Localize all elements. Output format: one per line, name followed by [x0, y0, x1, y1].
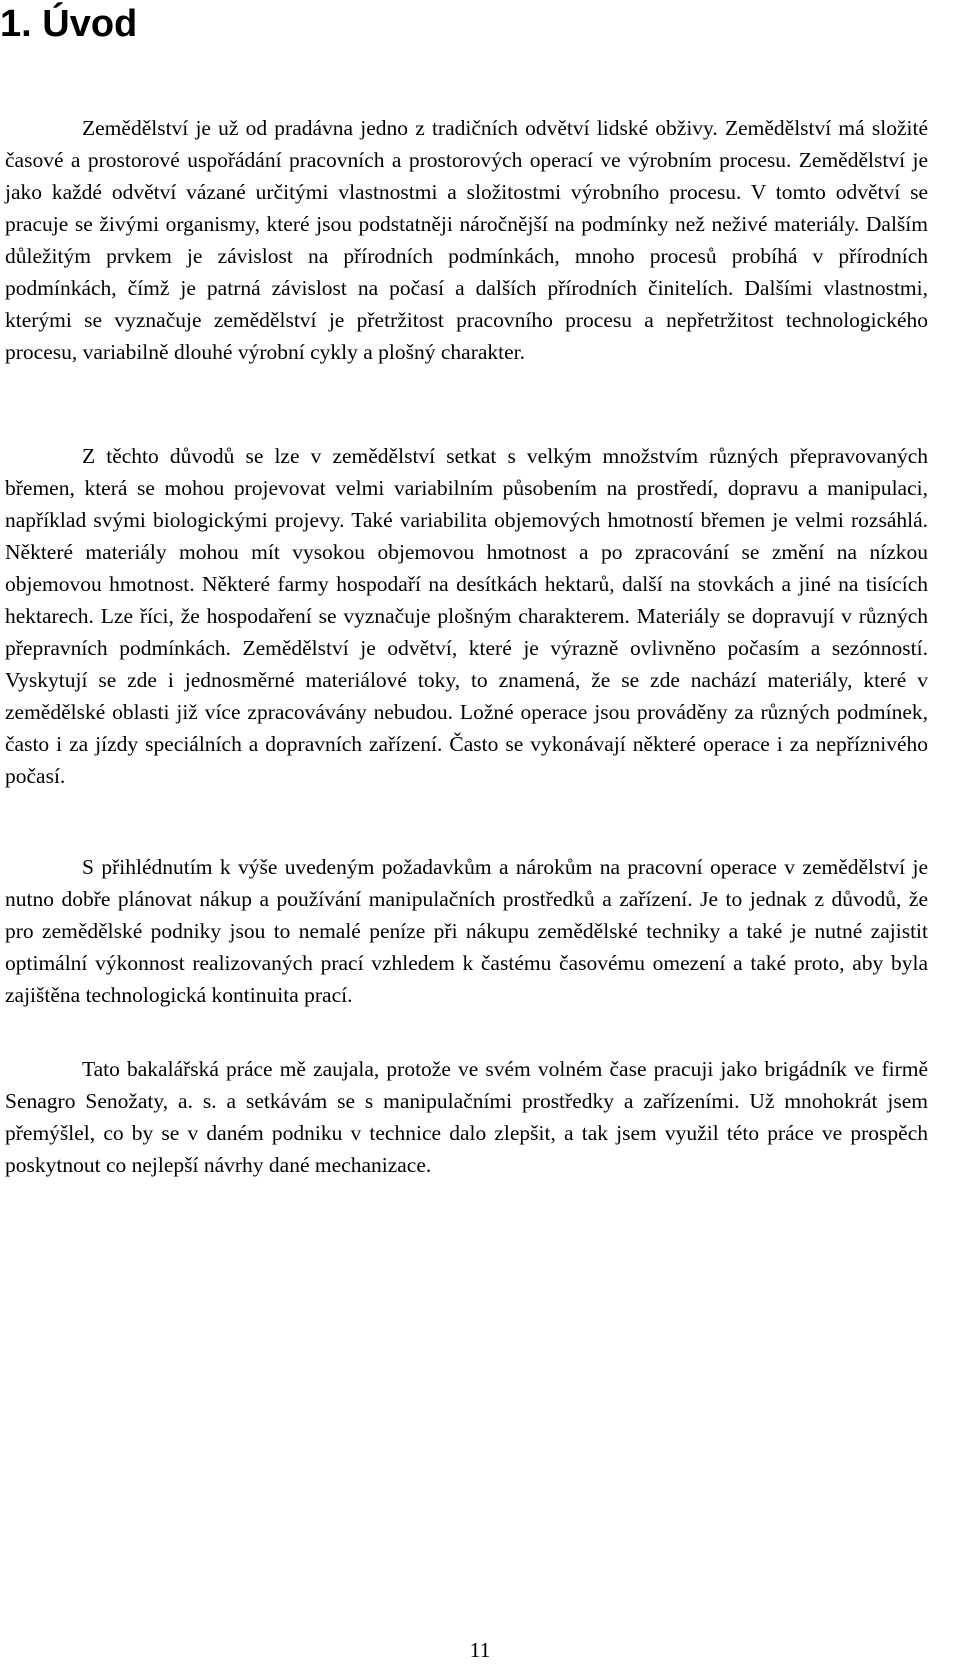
paragraph-cargo: Z těchto důvodů se lze v zemědělství setkat s velkým množstvím různých přepravovaných břemen, která se mohou projevovat velmi variabilním působením na prostředí, dopravu a manipulaci, například svými biologickými projevy. Také variabilita objemových hmotností břemen je velmi rozsáhlá. Některé materiály mohou mít vysokou objemovou hmotnost a po zpracování se změní na nízkou objemovou hmotnost. Některé farmy hospodaří na desítkách hektarů, další na stovkách a jiné na tisících hektarech. Lze říci, že hospodaření se vyznačuje plošným charakterem. Materiály se dopravují v různých přepravních podmínkách. Zemědělství je odvětví, které je výrazně ovlivněno počasím a sezónností. Vyskytují se zde i jednosměrné materiálové toky, to znamená, že se zde nachází materiály, které v zemědělské oblasti již více zpracovávány nebudou. Ložné operace jsou prováděny za různých podmínek, často i za jízdy speciálních a dopravních zařízení. Často se vykonávají některé operace i za nepříznivého počasí.	[5, 444, 928, 788]
paragraph-planning: S přihlédnutím k výše uvedeným požadavkům a nárokům na pracovní operace v zemědělství je nutno dobře plánovat nákup a používání manipulačních prostředků a zařízení. Je to jednak z důvodů, že pro zemědělské podniky jsou to nemalé peníze při nákupu zemědělské techniky a také je nutné zajistit optimální výkonnost realizovaných prací vzhledem k častému časovému omezení a také proto, aby byla zajištěna technologická kontinuita prací.	[5, 855, 928, 1007]
paragraph-motivation: Tato bakalářská práce mě zaujala, protože ve svém volném čase pracuji jako brigádník ve firmě Senagro Senožaty, a. s. a setkávám se s manipulačními prostředky a zařízeními. Už mnohokrát jsem přemýšlel, co by se v daném podniku v technice dalo zlepšit, a tak jsem využil této práce ve prospěch poskytnout co nejlepší návrhy dané mechanizace.	[5, 1057, 928, 1177]
paragraph-intro: Zemědělství je už od pradávna jedno z tradičních odvětví lidské obživy. Zemědělství má složité časové a prostorové uspořádání pracovních a prostorových operací ve výrobním procesu. Zemědělství je jako každé odvětví vázané určitými vlastnostmi a složitostmi výrobního procesu. V tomto odvětví se pracuje se živými organismy, které jsou podstatněji náročnější na podmínky než neživé materiály. Dalším důležitým prvkem je závislost na přírodních podmínkách, mnoho procesů probíhá v přírodních podmínkách, čímž je patrná závislost na počasí a dalších přírodních činitelích. Dalšími vlastnostmi, kterými se vyznačuje zemědělství je přetržitost pracovního procesu a nepřetržitost technologického procesu, variabilně dlouhé výrobní cykly a plošný charakter.	[5, 116, 928, 364]
chapter-heading: 1. Úvod	[0, 3, 138, 45]
page-number: 11	[469, 1638, 491, 1662]
